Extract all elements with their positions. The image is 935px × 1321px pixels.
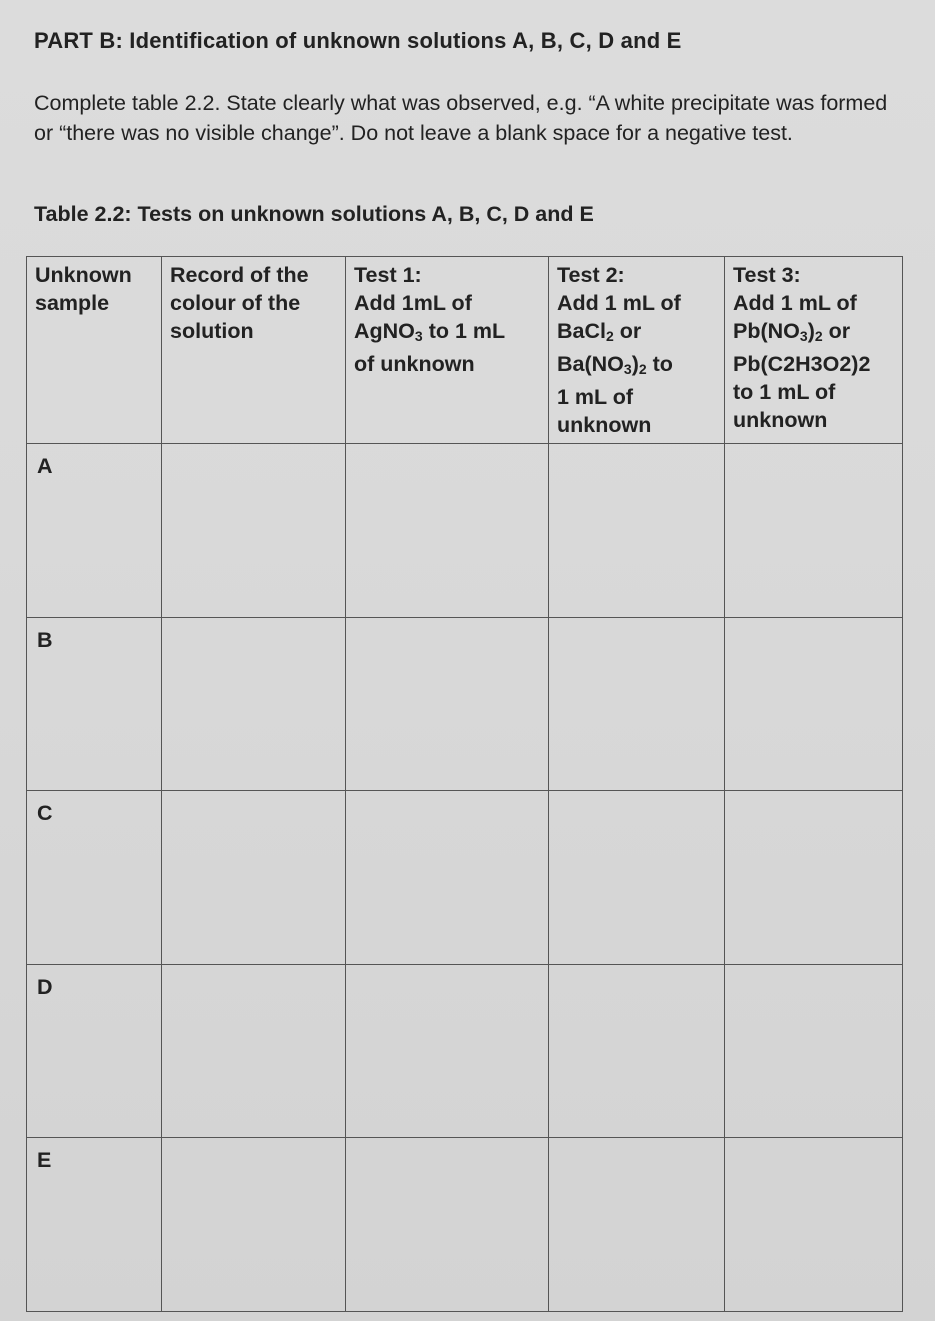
row-label-c: C bbox=[27, 791, 162, 965]
cell-test3-e[interactable] bbox=[725, 1138, 903, 1312]
cell-test2-e[interactable] bbox=[549, 1138, 725, 1312]
table-row bbox=[27, 791, 903, 965]
table-row bbox=[27, 444, 903, 618]
cell-test3-d[interactable] bbox=[725, 964, 903, 1138]
cell-test2-c[interactable] bbox=[549, 791, 725, 965]
row-label-a: A bbox=[27, 444, 162, 618]
table-row bbox=[27, 617, 903, 791]
header-test-1: Test 1: Add 1mL of AgNO$_3$ to 1 mL of unknown bbox=[346, 257, 549, 444]
header-unknown-sample: Unknown sample bbox=[27, 257, 162, 444]
table-row bbox=[27, 964, 903, 1138]
cell-colour-a[interactable] bbox=[162, 444, 346, 618]
table-header-row bbox=[27, 257, 903, 444]
cell-colour-c[interactable] bbox=[162, 791, 346, 965]
cell-test3-a[interactable] bbox=[725, 444, 903, 618]
cell-test1-b[interactable] bbox=[346, 617, 549, 791]
instructions-text: Complete table 2.2. State clearly what was observed, e.g. “A white precipitate was formed or “there was no visible change”. Do not leave a blank space for a negative test. bbox=[34, 91, 888, 145]
cell-colour-e[interactable] bbox=[162, 1138, 346, 1312]
table-row bbox=[27, 1138, 903, 1312]
cell-colour-d[interactable] bbox=[162, 964, 346, 1138]
part-title: PART B: Identification of unknown solutions A, B, C, D and E bbox=[34, 28, 682, 53]
cell-test2-a[interactable] bbox=[549, 444, 725, 618]
row-label-e: E bbox=[27, 1138, 162, 1312]
cell-test3-c[interactable] bbox=[725, 791, 903, 965]
results-table bbox=[26, 256, 903, 1312]
cell-test1-a[interactable] bbox=[346, 444, 549, 618]
cell-test1-e[interactable] bbox=[346, 1138, 549, 1312]
cell-test1-c[interactable] bbox=[346, 791, 549, 965]
header-test-2: Test 2: Add 1 mL of BaCl$_2$ or $Ba(NO_3)_2$ to 1 mL of unknown bbox=[549, 257, 725, 444]
header-colour-record: Record of the colour of the solution bbox=[162, 257, 346, 444]
cell-test2-b[interactable] bbox=[549, 617, 725, 791]
cell-test2-d[interactable] bbox=[549, 964, 725, 1138]
cell-colour-b[interactable] bbox=[162, 617, 346, 791]
row-label-d: D bbox=[27, 964, 162, 1138]
cell-test1-d[interactable] bbox=[346, 964, 549, 1138]
row-label-b: B bbox=[27, 617, 162, 791]
header-test-3: Test 3: Add 1 mL of $Pb(NO_3)_2$ or Pb(C2H3O2)2 to 1 mL of unknown bbox=[725, 257, 903, 444]
table-caption: Table 2.2: Tests on unknown solutions A, B, C, D and E bbox=[34, 202, 594, 226]
cell-test3-b[interactable] bbox=[725, 617, 903, 791]
